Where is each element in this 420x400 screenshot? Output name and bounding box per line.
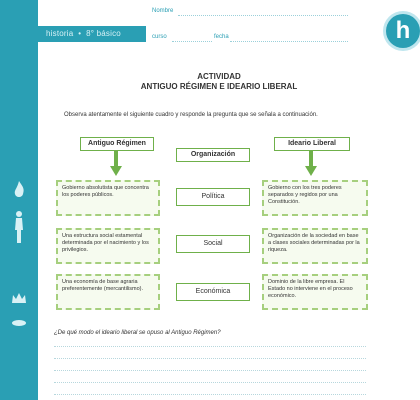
answer-line[interactable] xyxy=(54,358,366,359)
left-header: Antiguo Régimen xyxy=(80,137,154,151)
course-label: curso xyxy=(152,34,167,40)
row-social-label: Social xyxy=(176,235,250,253)
subject-name: historia xyxy=(46,29,74,38)
figure-icon xyxy=(11,210,27,244)
row-politica-label: Política xyxy=(176,188,250,206)
row-economica-left: Una economía de base agraria preferentemente (mercantilismo). xyxy=(56,274,160,310)
answer-line[interactable] xyxy=(54,394,366,395)
answer-line[interactable] xyxy=(54,346,366,347)
row-economica-label: Económica xyxy=(176,283,250,301)
right-header: Ideario Liberal xyxy=(274,137,350,151)
row-economica-right: Dominio de la libre empresa. El Estado no interviene en el proceso económico. xyxy=(262,274,368,310)
grade-label: 8° básico xyxy=(86,29,121,38)
date-field[interactable] xyxy=(230,41,348,42)
date-label: fecha xyxy=(214,34,229,40)
row-social-right: Organización de la sociedad en base a clases sociales determinadas por la riqueza. xyxy=(262,228,368,264)
bullet-separator: • xyxy=(75,29,84,38)
logo-letter: h xyxy=(395,17,411,44)
activity-label: ACTIVIDAD xyxy=(197,72,241,81)
row-politica-right: Gobierno con los tres poderes separados y regidos por una Constitución. xyxy=(262,180,368,216)
name-field[interactable] xyxy=(178,15,348,16)
center-header: Organización xyxy=(176,148,250,162)
row-social-left: Una estructura social estamental determinada por el nacimiento y los privilegios. xyxy=(56,228,160,264)
row-politica-left: Gobierno absolutista que concentra los poderes públicos. xyxy=(56,180,160,216)
left-arrow-icon xyxy=(110,151,122,177)
crown-icon xyxy=(11,292,27,304)
question-text: ¿De qué modo el ideario liberal se opuso al Antiguo Régimen? xyxy=(54,330,221,336)
ornament-icon xyxy=(11,318,27,328)
answer-line[interactable] xyxy=(54,370,366,371)
flame-icon xyxy=(11,180,27,200)
student-form xyxy=(150,8,350,56)
answer-line[interactable] xyxy=(54,382,366,383)
side-decorations xyxy=(2,70,36,370)
subject-label xyxy=(46,29,121,38)
logo xyxy=(386,14,420,48)
instruction-text: Observa atentamente el siguiente cuadro y responde la pregunta que se señala a continuación. xyxy=(64,112,318,118)
name-label: Nombre xyxy=(152,8,174,14)
course-field[interactable] xyxy=(172,41,212,42)
header xyxy=(38,0,411,58)
activity-title: ANTIGUO RÉGIMEN E IDEARIO LIBERAL xyxy=(140,82,298,91)
right-arrow-icon xyxy=(305,151,317,177)
